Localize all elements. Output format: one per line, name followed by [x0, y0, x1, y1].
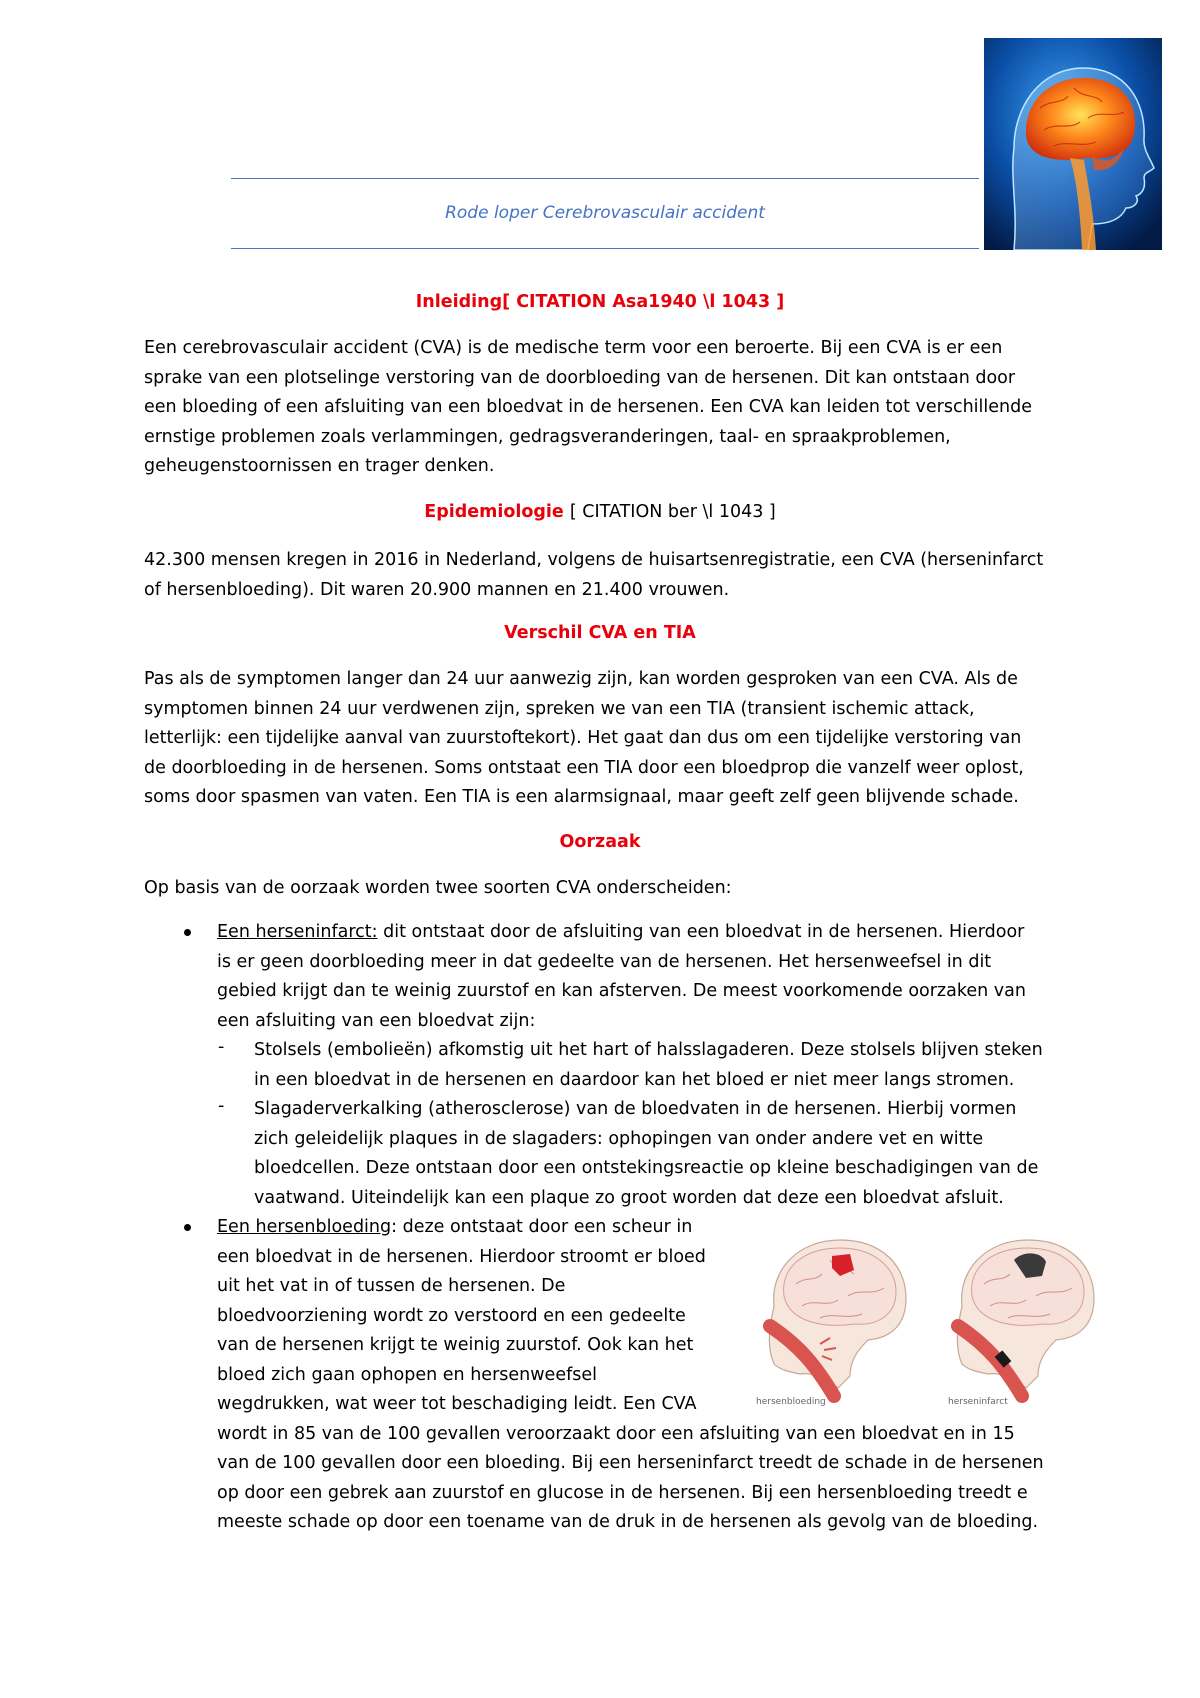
text-line: gebied krijgt dan te weinig zuurstof en kan afsterven. De meest voorkomende oorzaken van: [217, 981, 1026, 1001]
heading-epidemiologie: [0, 502, 1200, 522]
text-line: van de 100 gevallen door een bloeding. Bij een herseninfarct treedt de schade in de hersenen: [217, 1453, 1044, 1473]
text-line: op door een gebrek aan zuurstof en glucose in de hersenen. Bij een hersenbloeding treedt e: [217, 1482, 1028, 1503]
text-line: 42.300 mensen kregen in 2016 in Nederland, volgens de huisartsenregistratie, een CVA (herseninfarct: [144, 550, 1044, 570]
text-line: letterlijk: een tijdelijke aanval van zuurstoftekort). Het gaat dan dus om een tijdelijke verstoring van: [144, 728, 1022, 748]
sub-list-item-stolsels: [254, 1036, 1064, 1095]
text-run: : deze ontstaat door een scheur in: [391, 1217, 693, 1237]
text-line: een afsluiting van een bloedvat zijn:: [217, 1010, 536, 1031]
text-line: sprake van een plotselinge verstoring van de doorbloeding van de hersenen. Dit kan ontstaan door: [144, 367, 1016, 388]
term-hersenbloeding: Een hersenbloeding: [217, 1217, 392, 1237]
text-line: geheugenstoornissen en trager denken.: [144, 456, 495, 476]
dash-marker: -: [218, 1037, 225, 1057]
text-line: Pas als de symptomen langer dan 24 uur aanwezig zijn, kan worden gesproken van een CVA. Als de: [144, 669, 1018, 689]
text-line: zich geleidelijk plaques in de slagaders: ophopingen van onder andere vet en witte: [254, 1128, 984, 1149]
heading-epidemiologie-text: Epidemiologie: [424, 502, 564, 522]
stroke-types-illustration: [750, 1226, 1100, 1411]
text-line: is er geen doorbloeding meer in dat gedeelte van de hersenen. Het hersenweefsel in dit: [217, 951, 992, 972]
text-line: bloedvoorziening wordt zo verstoord en een gedeelte: [217, 1305, 686, 1326]
text-line: een bloeding of een afsluiting van een bloedvat in de hersenen. Een CVA kan leiden tot verschillende: [144, 397, 1032, 417]
text-line: [217, 918, 1067, 948]
text-line: Stolsels (embolieën) afkomstig uit het hart of halsslagaderen. Deze stolsels blijven steken: [254, 1040, 1043, 1060]
sub-list-item-slagaderverkalking: [254, 1095, 1064, 1213]
header-rule-top: [231, 178, 979, 179]
text-line: wordt in 85 van de 100 gevallen veroorzaakt door een afsluiting van een bloedvat en in 15: [217, 1423, 1015, 1444]
text-line: Een cerebrovasculair accident (CVA) is de medische term voor een beroerte. Bij een CVA is er een: [144, 338, 1003, 358]
paragraph-verschil: [144, 665, 1064, 813]
bullet-dot: [184, 1224, 191, 1231]
hersenbloeding-drawing: [756, 1240, 906, 1407]
caption-herseninfarct: herseninfarct: [948, 1397, 1008, 1407]
heading-inleiding: [0, 292, 1200, 312]
text-line: van de hersenen krijgt te weinig zuurstof. Ook kan het: [217, 1335, 694, 1355]
paragraph-oorzaak-intro: [144, 874, 1064, 904]
text-line: een bloedvat in de hersenen. Hierdoor stroomt er bloed: [217, 1246, 706, 1267]
text-line: wegdrukken, wat weer tot beschadiging leidt. Een CVA: [217, 1394, 697, 1414]
herseninfarct-drawing: [948, 1240, 1094, 1407]
paragraph-epidemiologie: [144, 546, 1064, 605]
caption-hersenbloeding: hersenbloeding: [756, 1397, 826, 1407]
text-line: soms door spasmen van vaten. Een TIA is een alarmsignaal, maar geeft zelf geen blijvende schade.: [144, 787, 1019, 807]
text-line: of hersenbloeding). Dit waren 20.900 mannen en 21.400 vrouwen.: [144, 579, 730, 600]
header-title: Rode loper Cerebrovasculair accident: [445, 203, 765, 223]
bullet-dot: [184, 929, 191, 936]
text-line: Op basis van de oorzaak worden twee soorten CVA onderscheiden:: [144, 878, 732, 898]
text-line: vaatwand. Uiteindelijk kan een plaque zo groot worden dat deze een bloedvat afsluit.: [254, 1187, 1004, 1208]
text-run: dit ontstaat door de afsluiting van een bloedvat in de hersenen. Hierdoor: [377, 922, 1025, 942]
text-line: de doorbloeding in de hersenen. Soms ontstaat een TIA door een bloedprop die vanzelf weer oplost,: [144, 757, 1024, 778]
paragraph-inleiding: [144, 334, 1064, 482]
term-herseninfarct: Een herseninfarct:: [217, 922, 378, 942]
text-line: symptomen binnen 24 uur verdwenen zijn, spreken we van een TIA (transient ischemic attack,: [144, 698, 975, 719]
heading-oorzaak: Oorzaak: [559, 832, 641, 852]
text-line: bloedcellen. Deze ontstaan door een ontstekingsreactie op kleine beschadigingen van de: [254, 1158, 1039, 1178]
text-line: meeste schade op door een toename van de druk in de hersenen als gevolg van de bloeding.: [217, 1512, 1039, 1532]
list-item-herseninfarct: [217, 918, 1067, 1036]
text-line: Slagaderverkalking (atherosclerose) van de bloedvaten in de hersenen. Hierbij vormen: [254, 1099, 1017, 1119]
heading-inleiding-text: Inleiding: [415, 292, 503, 312]
text-line: ernstige problemen zoals verlammingen, gedragsveranderingen, taal- en spraakproblemen,: [144, 426, 951, 447]
text-line: bloed zich gaan ophopen en hersenweefsel: [217, 1364, 597, 1385]
header-rule-bottom: [231, 248, 979, 249]
citation-inleiding: [ CITATION Asa1940 \l 1043 ]: [502, 292, 785, 312]
citation-epidemiologie: [ CITATION ber \l 1043 ]: [569, 502, 776, 522]
text-line: in een bloedvat in de hersenen en daardoor kan het bloed er niet meer langs stromen.: [254, 1069, 1015, 1090]
brain-head-photo: [984, 38, 1162, 250]
heading-verschil-cva-tia: Verschil CVA en TIA: [504, 623, 696, 643]
text-line: uit het vat in of tussen de hersenen. De: [217, 1276, 566, 1296]
dash-marker: -: [218, 1096, 225, 1116]
